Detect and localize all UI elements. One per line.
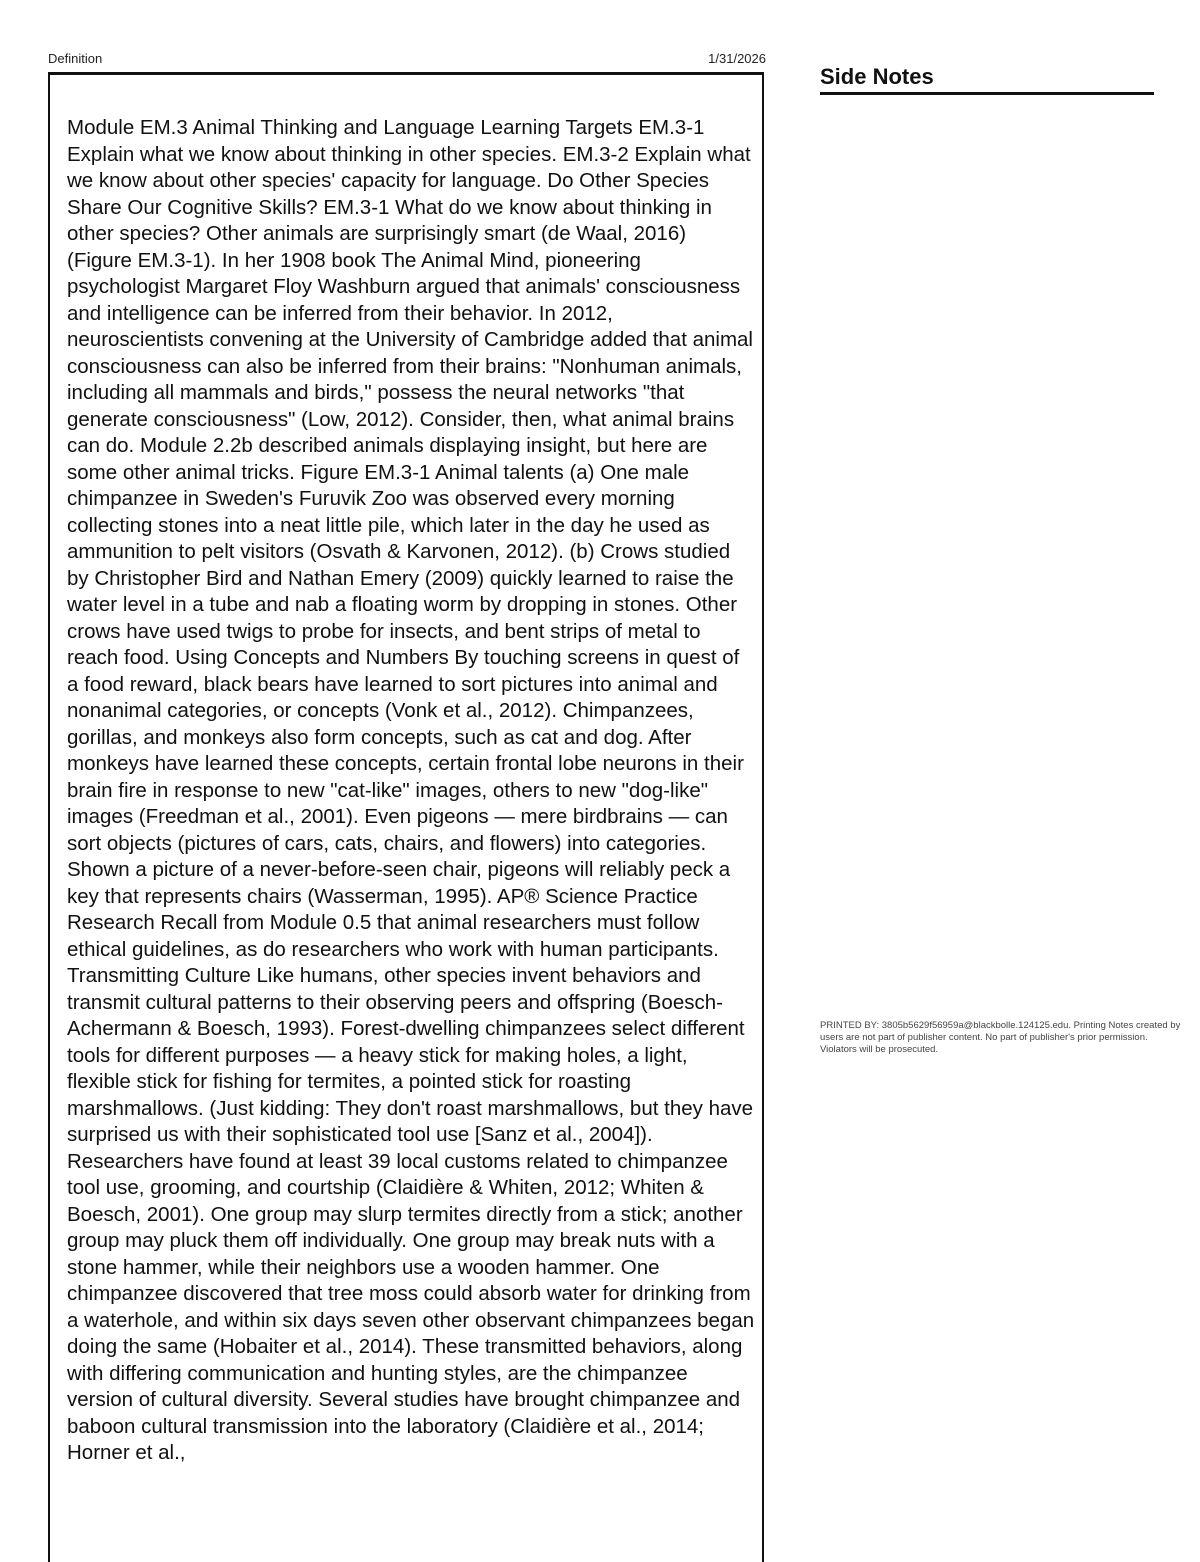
main-body-text: Module EM.3 Animal Thinking and Language Learning Targets EM.3-1 Explain what we know about thinking in other species. EM.3-2 Explain what we know about other species' capacity for language. Do Other Species Share Our Cognitive Skills? EM.3-1 What do we know about thinking in other species? Other animals are surprisingly smart (de Waal, 2016) (Figure EM.3-1). In her 1908 book The Animal Mind, pioneering psychologist Margaret Floy Washburn argued that animals' consciousness and intelligence can be inferred from their behavior. In 2012, neuroscientists convening at the University of Cambridge added that animal consciousness can also be inferred from their brains: "Nonhuman animals, including all mammals and birds," possess the neural networks "that generate consciousness" (Low, 2012). Consider, then, what animal brains can do. Module 2.2b described animals displaying insight, but here are some other animal tricks. Figure EM.3-1 Animal talents (a) One male chimpanzee in Sweden's Furuvik Zoo was observed every morning collecting stones into a neat little pile, which later in the day he used as ammunition to pelt visitors (Osvath & Karvonen, 2012). (b) Crows studied by Christopher Bird and Nathan Emery (2009) quickly learned to raise the water level in a tube and nab a floating worm by dropping in stones. Other crows have used twigs to probe for insects, and bent strips of metal to reach food. Using Concepts and Numbers By touching screens in quest of a food reward, black bears have learned to sort pictures into animal and nonanimal categories, or concepts (Vonk et al., 2012). Chimpanzees, gorillas, and monkeys also form concepts, such as cat and dog. After monkeys have learned these concepts, certain frontal lobe neurons in their brain fire in response to new "cat-like" images, others to new "dog-like" images (Freedman et al., 2001). Even pigeons — mere birdbrains — can sort objects (pictures of cars, cats, chairs, and flowers) into categories. Shown a picture of a never-before-seen chair, pigeons will reliably peck a key that represents chairs (Wasserman, 1995). AP® Science Practice Research Recall from Module 0.5 that animal researchers must follow ethical guidelines, as do researchers who work with human participants. Transmitting Culture Like humans, other species invent behaviors and transmit cultural patterns to their observing peers and offspring (Boesch-Achermann & Boesch, 1993). Forest-dwelling chimpanzees select different tools for different purposes — a heavy stick for making holes, a light, flexible stick for fishing for termites, a pointed stick for roasting marshmallows. (Just kidding: They don't roast marshmallows, but they have surprised us with their sophisticated tool use [Sanz et al., 2004]). Researchers have found at least 39 local customs related to chimpanzee tool use, grooming, and courtship (Claidière & Whiten, 2012; Whiten & Boesch, 2001). One group may slurp termites directly from a stick; another group may pluck them off individually. One group may break nuts with a stone hammer, while their neighbors use a wooden hammer. One chimpanzee discovered that tree moss could absorb water for drinking from a waterhole, and within six days seven other observant chimpanzees began doing the same (Hobaiter et al., 2014). These transmitted behaviors, along with differing communication and hunting styles, are the chimpanzee version of cultural diversity. Several studies have brought chimpanzee and baboon cultural transmission into the laboratory (Claidière et al., 2014; Horner et al.,: [67, 116, 755, 1464]
side-notes-title: Side Notes: [820, 64, 934, 89]
printed-by-notice: PRINTED BY: 3805b5629f56959a@blackbolle.124125.edu. Printing Notes created by users are not part of publisher content. No part of publisher's prior permission. Violators will be prosecuted.: [820, 1020, 1181, 1055]
header-label: Definition: [48, 51, 103, 66]
side-notes-divider: [820, 92, 1154, 95]
main-content-box: [48, 72, 764, 1562]
header-date: 1/31/2026: [708, 51, 766, 66]
